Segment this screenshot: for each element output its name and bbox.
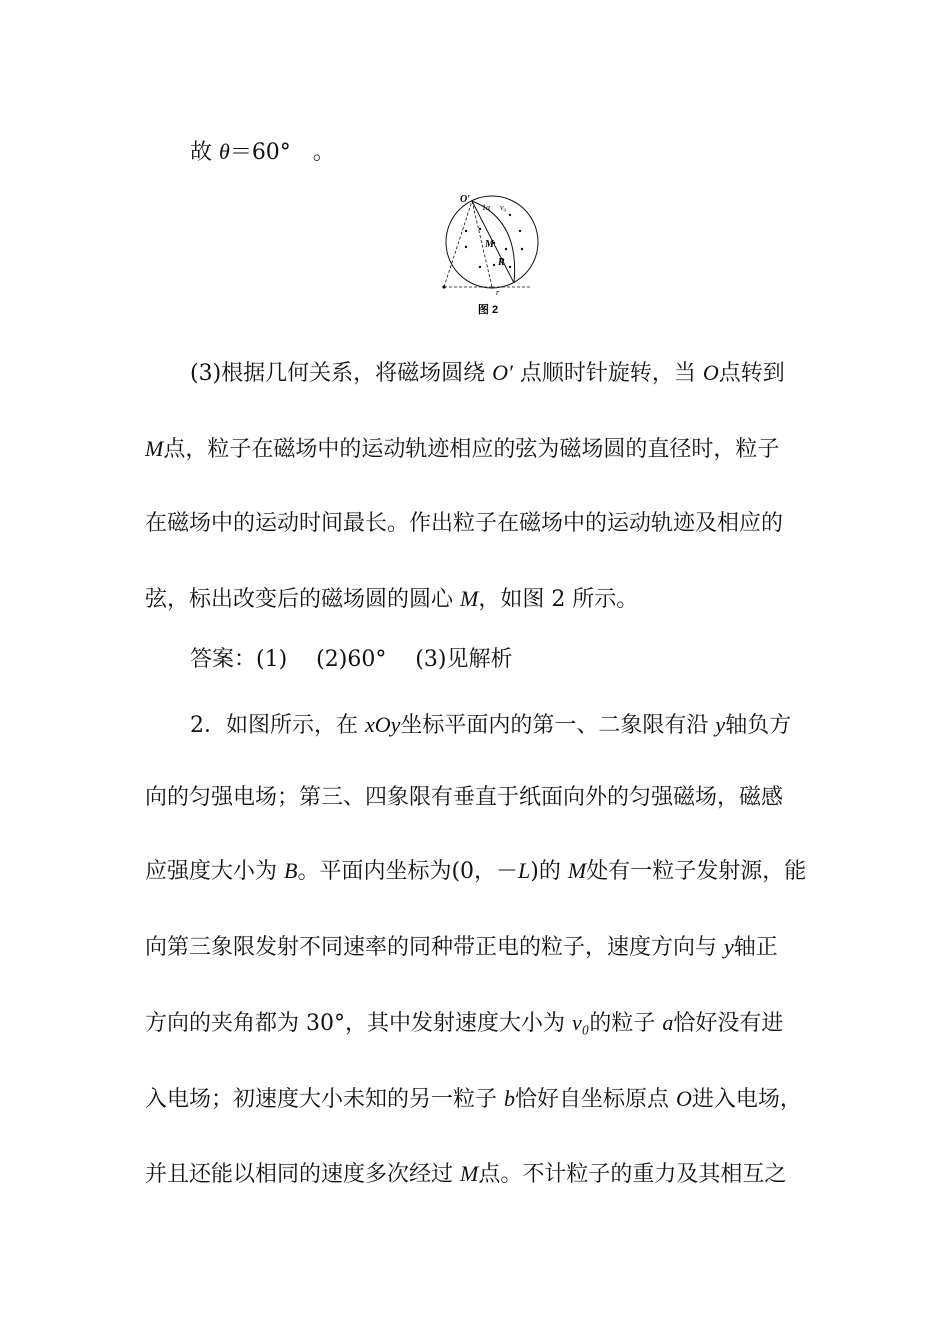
y-symbol: y xyxy=(724,934,734,959)
label-r-lower: r xyxy=(496,288,500,297)
text-segment: 点转到 xyxy=(718,361,785,386)
text-segment: 点，粒子在磁场中的运动轨迹相应的弦为磁场圆的直径时，粒子 xyxy=(163,437,780,462)
center-point xyxy=(442,285,445,288)
question2-line5 xyxy=(145,1008,783,1039)
paragraph3-line2 xyxy=(145,434,779,465)
l-symbol: L xyxy=(518,858,531,883)
magnetic-field-diagram xyxy=(430,185,540,320)
question2-line4 xyxy=(145,932,778,963)
text-segment: 方向的夹角都为 30°，其中发射速度大小为 xyxy=(145,1011,572,1036)
dashed-radius xyxy=(444,201,472,287)
text-segment: 故 xyxy=(190,140,219,165)
paragraph3-line3 xyxy=(145,509,783,539)
text-segment: )的 xyxy=(530,859,568,884)
text-segment: 轴正 xyxy=(733,935,778,960)
m-symbol: M xyxy=(460,1161,479,1186)
text-segment: 坐标平面内的第一、二象限有沿 xyxy=(400,713,716,738)
label-m: M xyxy=(485,239,494,250)
label-v0: v₀ xyxy=(500,203,507,212)
b-symbol: B xyxy=(284,858,298,883)
y-symbol: y xyxy=(715,712,726,737)
text-segment: ＝60° 。 xyxy=(229,140,335,165)
text-segment: (3)根据几何关系，将磁场圆绕 xyxy=(190,361,493,386)
text-segment: 2．如图所示，在 xyxy=(190,713,365,738)
v0-symbol: v₀ xyxy=(571,1010,590,1035)
text-segment: ，如图 2 所示。 xyxy=(478,587,639,612)
question2-line7 xyxy=(145,1159,786,1190)
label-o-prime: O′ xyxy=(460,194,471,205)
text-segment: 恰好自坐标原点 xyxy=(515,1087,676,1112)
m-symbol: M xyxy=(460,586,479,611)
text-segment: 恰好没有进 xyxy=(673,1011,784,1036)
label-r-upper: R xyxy=(498,257,505,268)
text-segment: 向的匀强电场；第三、四象限有垂直于纸面向外的匀强磁场，磁感 xyxy=(145,785,784,810)
m-symbol: M xyxy=(145,436,164,461)
m-symbol: M xyxy=(567,858,587,883)
line-theta-result xyxy=(190,137,335,168)
text-segment: 应强度大小为 xyxy=(145,859,284,884)
text-segment: 向第三象限发射不同速率的同种带正电的粒子，速度方向与 xyxy=(145,935,724,960)
theta-symbol: θ xyxy=(219,139,230,164)
text-segment: 在磁场中的运动时间最长。作出粒子在磁场中的运动轨迹及相应的 xyxy=(145,511,784,536)
question2-line1 xyxy=(190,710,791,741)
question2-line3 xyxy=(145,856,806,887)
o-symbol: O xyxy=(676,1086,692,1111)
text-segment: 进入电场， xyxy=(691,1087,802,1112)
paragraph3-line1 xyxy=(190,358,785,389)
question2-line2 xyxy=(145,783,783,813)
particle-a-symbol: a xyxy=(662,1010,674,1035)
text-segment: 并且还能以相同的速度多次经过 xyxy=(145,1162,460,1187)
text-segment: 弦，标出改变后的磁场圆的圆心 xyxy=(145,587,460,612)
xoy-symbol: xOy xyxy=(365,712,401,737)
text-segment: 点顺时针旋转，当 xyxy=(512,361,703,386)
text-segment: 处有一粒子发射源，能 xyxy=(586,859,807,884)
text-segment: 入电场；初速度大小未知的另一粒子 xyxy=(145,1087,504,1112)
o-symbol: O xyxy=(702,360,719,385)
particle-b-symbol: b xyxy=(504,1086,515,1111)
text-segment: 轴负方 xyxy=(725,713,792,738)
figure-2 xyxy=(430,185,540,320)
paragraph3-line4 xyxy=(145,584,638,615)
answer-line xyxy=(190,645,512,675)
label-angle: 1α xyxy=(482,203,491,212)
figure-caption: 图 2 xyxy=(477,304,499,316)
text-segment: 。平面内坐标为(0，－ xyxy=(297,859,519,884)
text-segment: 点。不计粒子的重力及其相互之 xyxy=(478,1162,787,1187)
question2-line6 xyxy=(145,1084,802,1115)
text-segment: 的粒子 xyxy=(589,1011,663,1036)
answer-text: 答案：(1) (2)60° (3)见解析 xyxy=(190,647,513,672)
o-prime-symbol: O′ xyxy=(492,360,513,385)
